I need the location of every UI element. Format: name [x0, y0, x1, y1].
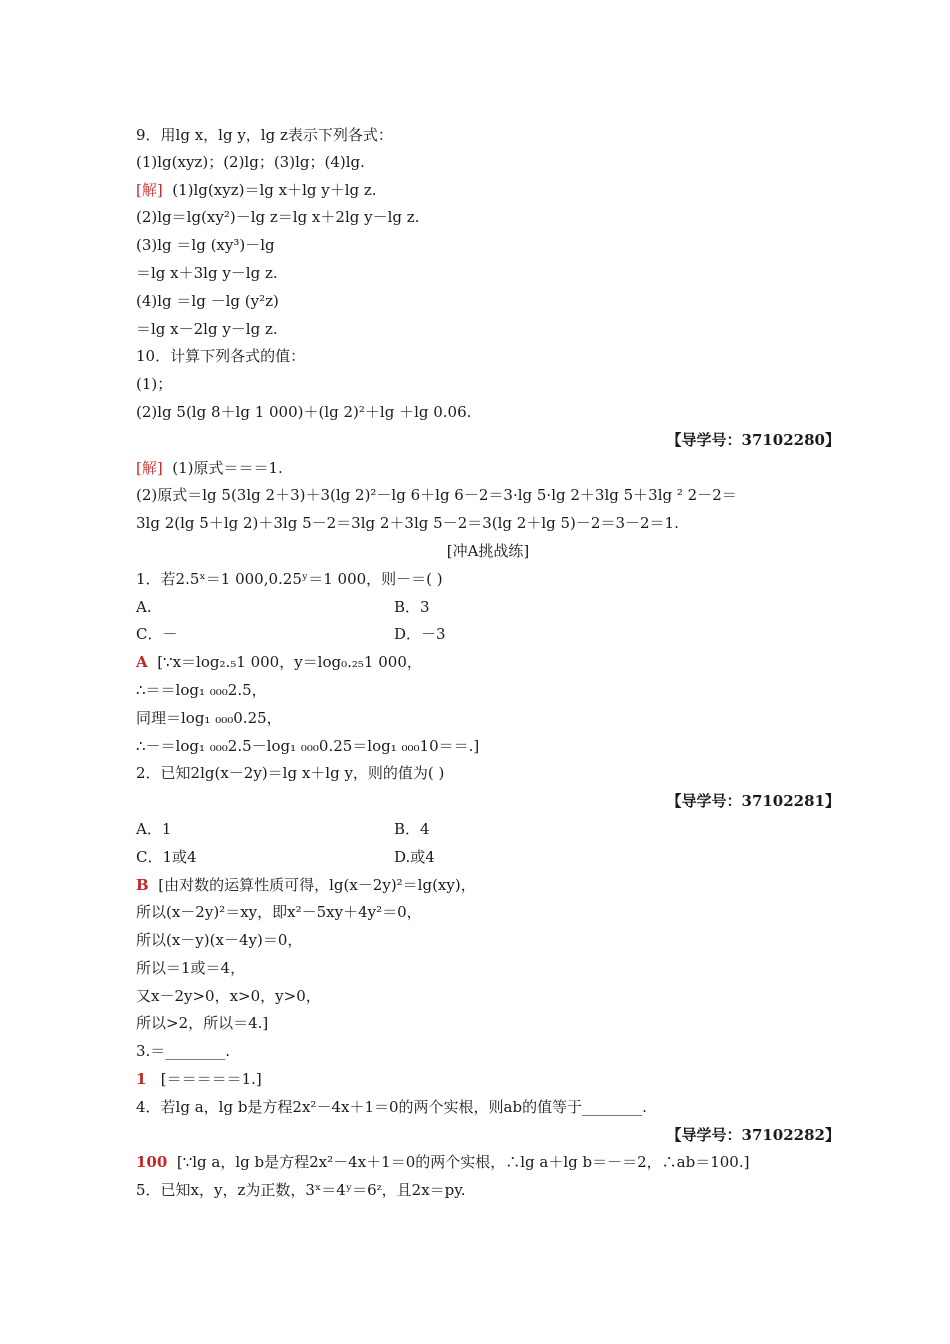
c2-question: 2．已知2lg(x－2y)＝lg x＋lg y，则的值为( ): [136, 764, 445, 782]
solution-text: [∵x＝log₂.₅1 000，y＝log₀.₂₅1 000，: [157, 653, 422, 671]
q10-solution-1: [136, 458, 840, 478]
c2-solution-5: 又x－2y>0，x>0，y>0，: [136, 987, 321, 1005]
c2-solution-3: 所以(x－y)(x－4y)＝0，: [136, 931, 303, 949]
q9-solution-4b: ＝lg x－2lg y－lg z.: [136, 320, 278, 338]
q9-solution-3b: ＝lg x＋3lg y－lg z.: [136, 264, 278, 282]
answer-letter: A: [136, 653, 148, 671]
answer-letter: B: [136, 876, 149, 894]
option-b: B．3: [394, 598, 430, 616]
option-a: A．1: [136, 820, 172, 838]
solution-tag: [解]: [136, 459, 163, 477]
c2-solution-4: 所以＝1或＝4，: [136, 959, 246, 977]
option-a: A.: [136, 598, 152, 616]
c2-solution-6: 所以>2，所以＝4.]: [136, 1014, 269, 1032]
reference-number: 【导学号：37102281】: [666, 792, 840, 810]
q10-part-1: (1)；: [136, 375, 173, 393]
q9-parts: (1)lg(xyz)；(2)lg；(3)lg；(4)lg.: [136, 153, 365, 171]
c2-solution-2: 所以(x－2y)²＝xy，即x²－5xy＋4y²＝0，: [136, 903, 422, 921]
c2-solution-1: [136, 875, 840, 895]
c1-options-ab: [136, 597, 840, 617]
c5-question: 5．已知x，y，z为正数，3ˣ＝4ʸ＝6ᶻ，且2x＝py.: [136, 1181, 466, 1199]
option-b: B．4: [394, 820, 430, 838]
q9-solution-2: (2)lg＝lg(xy²)－lg z＝lg x＋2lg y－lg z.: [136, 208, 420, 226]
reference-number: 【导学号：37102282】: [666, 1126, 840, 1144]
answer-value: 1: [136, 1070, 147, 1088]
q9-title: 9．用lg x，lg y，lg z表示下列各式：: [136, 126, 393, 144]
c1-solution-4: ∴－＝log₁ ₀₀₀2.5－log₁ ₀₀₀0.25＝log₁ ₀₀₀10＝＝.]: [136, 737, 480, 755]
q10-solution-2b: 3lg 2(lg 5＋lg 2)＋3lg 5－2＝3lg 2＋3lg 5－2＝3(lg 2＋lg 5)－2＝3－2＝1.: [136, 514, 679, 532]
section-title: [冲A挑战练]: [446, 542, 530, 560]
c4-question: 4．若lg a，lg b是方程2x²－4x＋1＝0的两个实根，则ab的值等于________.: [136, 1098, 647, 1116]
q10-title: 10．计算下列各式的值：: [136, 347, 306, 365]
option-c: C．1或4: [136, 848, 197, 866]
q10-part-2: (2)lg 5(lg 8＋lg 1 000)＋(lg 2)²＋lg ＋lg 0.06.: [136, 403, 472, 421]
solution-text: (1)原式＝＝＝1.: [172, 459, 283, 477]
reference-number: 【导学号：37102280】: [666, 431, 840, 449]
solution-text: [∵lg a，lg b是方程2x²－4x＋1＝0的两个实根，∴lg a＋lg b＝－＝2，∴ab＝100.]: [176, 1153, 750, 1171]
c4-solution: [136, 1152, 840, 1172]
option-d: D.或4: [394, 848, 435, 866]
solution-text: [＝＝＝＝＝1.]: [160, 1070, 262, 1088]
solution-tag: [解]: [136, 181, 163, 199]
q9-solution-3a: (3)lg ＝lg (xy³)－lg: [136, 236, 275, 254]
q10-solution-2a: (2)原式＝lg 5(3lg 2＋3)＋3(lg 2)²－lg 6＋lg 6－2＝3·lg 5·lg 2＋3lg 5＋3lg ² 2－2＝: [136, 486, 737, 504]
c1-solution-2: ∴＝＝log₁ ₀₀₀2.5，: [136, 681, 267, 699]
q9-solution-1: [136, 180, 840, 200]
c3-question: 3.＝________.: [136, 1042, 231, 1060]
c1-question: 1．若2.5ˣ＝1 000,0.25ʸ＝1 000，则－＝( ): [136, 570, 443, 588]
c1-solution-3: 同理＝log₁ ₀₀₀0.25，: [136, 709, 282, 727]
option-c: C．－: [136, 625, 178, 643]
c1-solution-1: [136, 652, 840, 672]
c2-options-cd: [136, 847, 840, 867]
c3-solution: [136, 1069, 840, 1089]
q9-solution-4a: (4)lg ＝lg －lg (y²z): [136, 292, 279, 310]
answer-value: 100: [136, 1153, 168, 1171]
solution-text: [由对数的运算性质可得，lg(x－2y)²＝lg(xy)，: [158, 876, 476, 894]
c2-options-ab: [136, 819, 840, 839]
solution-text: (1)lg(xyz)＝lg x＋lg y＋lg z.: [172, 181, 377, 199]
c1-options-cd: [136, 624, 840, 644]
option-d: D．－3: [394, 625, 446, 643]
